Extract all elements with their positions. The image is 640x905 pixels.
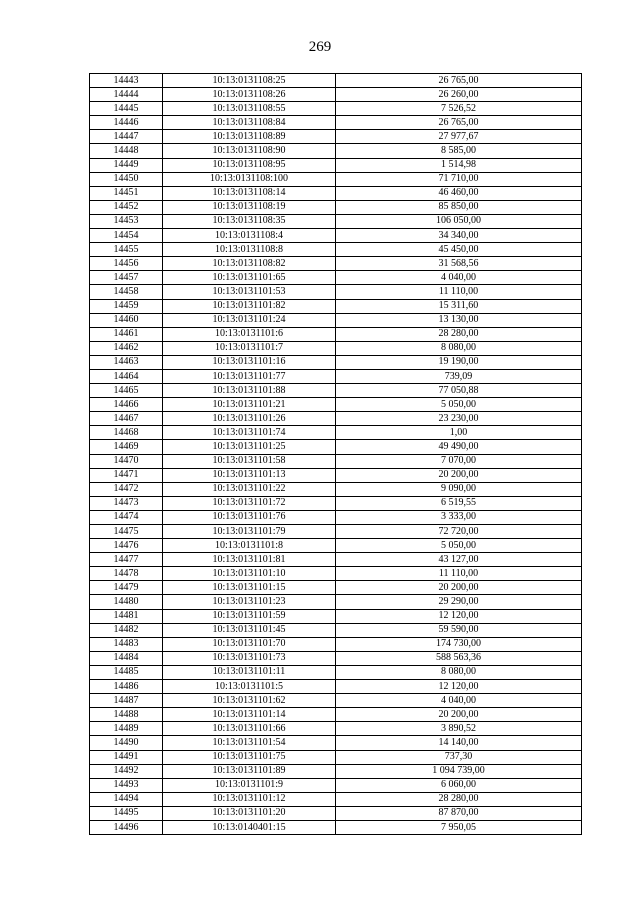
cadastral-number-cell: 10:13:0131101:45	[163, 623, 336, 637]
row-number-cell: 14495	[90, 806, 163, 820]
value-cell: 3 890,52	[336, 722, 582, 736]
value-cell: 11 110,00	[336, 285, 582, 299]
value-cell: 9 090,00	[336, 482, 582, 496]
table-row	[90, 355, 582, 369]
table-row	[90, 553, 582, 567]
row-number-cell: 14474	[90, 510, 163, 524]
row-number-cell: 14490	[90, 736, 163, 750]
value-cell: 739,09	[336, 369, 582, 383]
value-cell: 11 110,00	[336, 567, 582, 581]
cadastral-number-cell: 10:13:0131101:16	[163, 355, 336, 369]
cadastral-number-cell: 10:13:0131101:24	[163, 313, 336, 327]
cadastral-number-cell: 10:13:0131101:6	[163, 327, 336, 341]
row-number-cell: 14487	[90, 694, 163, 708]
row-number-cell: 14469	[90, 440, 163, 454]
cadastral-number-cell: 10:13:0131108:55	[163, 102, 336, 116]
cadastral-number-cell: 10:13:0131101:15	[163, 581, 336, 595]
row-number-cell: 14460	[90, 313, 163, 327]
cadastral-number-cell: 10:13:0131101:66	[163, 722, 336, 736]
cadastral-number-cell: 10:13:0131108:26	[163, 88, 336, 102]
cadastral-number-cell: 10:13:0131101:79	[163, 525, 336, 539]
value-cell: 8 080,00	[336, 341, 582, 355]
table-row	[90, 595, 582, 609]
value-cell: 29 290,00	[336, 595, 582, 609]
value-cell: 71 710,00	[336, 172, 582, 186]
value-cell: 46 460,00	[336, 186, 582, 200]
value-cell: 8 080,00	[336, 665, 582, 679]
cadastral-number-cell: 10:13:0131108:100	[163, 172, 336, 186]
value-cell: 87 870,00	[336, 806, 582, 820]
cadastral-number-cell: 10:13:0131101:20	[163, 806, 336, 820]
value-cell: 6 519,55	[336, 496, 582, 510]
cadastral-number-cell: 10:13:0131101:14	[163, 708, 336, 722]
value-cell: 588 563,36	[336, 651, 582, 665]
table-row	[90, 694, 582, 708]
cadastral-number-cell: 10:13:0131101:7	[163, 341, 336, 355]
table-row	[90, 496, 582, 510]
value-cell: 12 120,00	[336, 609, 582, 623]
table-row	[90, 665, 582, 679]
value-cell: 6 060,00	[336, 778, 582, 792]
row-number-cell: 14458	[90, 285, 163, 299]
cadastral-number-cell: 10:13:0131101:73	[163, 651, 336, 665]
value-cell: 34 340,00	[336, 229, 582, 243]
value-cell: 26 765,00	[336, 74, 582, 88]
row-number-cell: 14470	[90, 454, 163, 468]
cadastral-number-cell: 10:13:0131108:82	[163, 257, 336, 271]
cadastral-number-cell: 10:13:0131101:58	[163, 454, 336, 468]
table-row	[90, 651, 582, 665]
table-row	[90, 637, 582, 651]
value-cell: 4 040,00	[336, 694, 582, 708]
value-cell: 15 311,60	[336, 299, 582, 313]
table-row	[90, 88, 582, 102]
row-number-cell: 14473	[90, 496, 163, 510]
table-row	[90, 567, 582, 581]
row-number-cell: 14459	[90, 299, 163, 313]
value-cell: 59 590,00	[336, 623, 582, 637]
table-row	[90, 412, 582, 426]
table-row	[90, 468, 582, 482]
value-cell: 31 568,56	[336, 257, 582, 271]
table-row	[90, 285, 582, 299]
cadastral-number-cell: 10:13:0131101:26	[163, 412, 336, 426]
row-number-cell: 14482	[90, 623, 163, 637]
cadastral-number-cell: 10:13:0131101:72	[163, 496, 336, 510]
row-number-cell: 14450	[90, 172, 163, 186]
value-cell: 737,30	[336, 750, 582, 764]
table-row	[90, 327, 582, 341]
row-number-cell: 14463	[90, 355, 163, 369]
value-cell: 5 050,00	[336, 398, 582, 412]
table-row	[90, 778, 582, 792]
row-number-cell: 14457	[90, 271, 163, 285]
table-row	[90, 581, 582, 595]
row-number-cell: 14496	[90, 820, 163, 834]
value-cell: 1,00	[336, 426, 582, 440]
row-number-cell: 14452	[90, 200, 163, 214]
table-row	[90, 369, 582, 383]
row-number-cell: 14479	[90, 581, 163, 595]
table-row	[90, 510, 582, 524]
cadastral-number-cell: 10:13:0131108:90	[163, 144, 336, 158]
value-cell: 3 333,00	[336, 510, 582, 524]
table-row	[90, 116, 582, 130]
row-number-cell: 14456	[90, 257, 163, 271]
table-row	[90, 299, 582, 313]
row-number-cell: 14486	[90, 680, 163, 694]
value-cell: 7 950,05	[336, 820, 582, 834]
cadastral-number-cell: 10:13:0131101:23	[163, 595, 336, 609]
row-number-cell: 14449	[90, 158, 163, 172]
table-row	[90, 623, 582, 637]
value-cell: 174 730,00	[336, 637, 582, 651]
value-cell: 5 050,00	[336, 539, 582, 553]
table-row	[90, 539, 582, 553]
row-number-cell: 14444	[90, 88, 163, 102]
table-row	[90, 680, 582, 694]
row-number-cell: 14447	[90, 130, 163, 144]
row-number-cell: 14477	[90, 553, 163, 567]
cadastral-number-cell: 10:13:0131101:70	[163, 637, 336, 651]
value-cell: 49 490,00	[336, 440, 582, 454]
value-cell: 26 260,00	[336, 88, 582, 102]
cadastral-number-cell: 10:13:0131101:81	[163, 553, 336, 567]
cadastral-number-cell: 10:13:0131101:22	[163, 482, 336, 496]
table-row	[90, 736, 582, 750]
table-row	[90, 454, 582, 468]
value-cell: 20 200,00	[336, 581, 582, 595]
row-number-cell: 14445	[90, 102, 163, 116]
table-row	[90, 144, 582, 158]
table-row	[90, 384, 582, 398]
row-number-cell: 14484	[90, 651, 163, 665]
value-cell: 7 070,00	[336, 454, 582, 468]
value-cell: 72 720,00	[336, 525, 582, 539]
value-cell: 23 230,00	[336, 412, 582, 426]
page-number: 269	[308, 39, 332, 55]
table-row	[90, 426, 582, 440]
row-number-cell: 14481	[90, 609, 163, 623]
table-row	[90, 525, 582, 539]
row-number-cell: 14468	[90, 426, 163, 440]
row-number-cell: 14451	[90, 186, 163, 200]
row-number-cell: 14478	[90, 567, 163, 581]
cadastral-number-cell: 10:13:0131101:74	[163, 426, 336, 440]
value-cell: 26 765,00	[336, 116, 582, 130]
row-number-cell: 14443	[90, 74, 163, 88]
cadastral-number-cell: 10:13:0131101:77	[163, 369, 336, 383]
table-row	[90, 130, 582, 144]
row-number-cell: 14448	[90, 144, 163, 158]
row-number-cell: 14492	[90, 764, 163, 778]
cadastral-number-cell: 10:13:0131101:65	[163, 271, 336, 285]
table-row	[90, 482, 582, 496]
cadastral-number-cell: 10:13:0131108:8	[163, 243, 336, 257]
value-cell: 85 850,00	[336, 200, 582, 214]
cadastral-number-cell: 10:13:0131101:8	[163, 539, 336, 553]
cadastral-number-cell: 10:13:0131101:25	[163, 440, 336, 454]
value-cell: 77 050,88	[336, 384, 582, 398]
value-cell: 13 130,00	[336, 313, 582, 327]
table-row	[90, 186, 582, 200]
cadastral-number-cell: 10:13:0131101:82	[163, 299, 336, 313]
cadastral-number-cell: 10:13:0131101:62	[163, 694, 336, 708]
value-cell: 12 120,00	[336, 680, 582, 694]
value-cell: 19 190,00	[336, 355, 582, 369]
row-number-cell: 14465	[90, 384, 163, 398]
cadastral-number-cell: 10:13:0131108:89	[163, 130, 336, 144]
table-row	[90, 764, 582, 778]
table-row	[90, 243, 582, 257]
table-row	[90, 750, 582, 764]
table-row	[90, 158, 582, 172]
row-number-cell: 14472	[90, 482, 163, 496]
cadastral-number-cell: 10:13:0131101:10	[163, 567, 336, 581]
row-number-cell: 14493	[90, 778, 163, 792]
value-cell: 28 280,00	[336, 327, 582, 341]
row-number-cell: 14461	[90, 327, 163, 341]
table-row	[90, 722, 582, 736]
table-row	[90, 806, 582, 820]
table-row	[90, 398, 582, 412]
cadastral-number-cell: 10:13:0131108:19	[163, 200, 336, 214]
cadastral-number-cell: 10:13:0131101:53	[163, 285, 336, 299]
value-cell: 27 977,67	[336, 130, 582, 144]
registry-table-body	[90, 74, 582, 835]
table-row	[90, 708, 582, 722]
table-row	[90, 820, 582, 834]
value-cell: 45 450,00	[336, 243, 582, 257]
table-row	[90, 341, 582, 355]
row-number-cell: 14476	[90, 539, 163, 553]
cadastral-number-cell: 10:13:0140401:15	[163, 820, 336, 834]
cadastral-number-cell: 10:13:0131108:35	[163, 214, 336, 228]
value-cell: 4 040,00	[336, 271, 582, 285]
cadastral-number-cell: 10:13:0131108:14	[163, 186, 336, 200]
cadastral-number-cell: 10:13:0131108:25	[163, 74, 336, 88]
cadastral-number-cell: 10:13:0131108:95	[163, 158, 336, 172]
table-row	[90, 229, 582, 243]
row-number-cell: 14466	[90, 398, 163, 412]
cadastral-number-cell: 10:13:0131101:54	[163, 736, 336, 750]
row-number-cell: 14453	[90, 214, 163, 228]
row-number-cell: 14485	[90, 665, 163, 679]
row-number-cell: 14454	[90, 229, 163, 243]
cadastral-number-cell: 10:13:0131101:76	[163, 510, 336, 524]
row-number-cell: 14494	[90, 792, 163, 806]
table-row	[90, 313, 582, 327]
row-number-cell: 14480	[90, 595, 163, 609]
table-row	[90, 172, 582, 186]
table-row	[90, 214, 582, 228]
cadastral-number-cell: 10:13:0131108:4	[163, 229, 336, 243]
cadastral-number-cell: 10:13:0131101:5	[163, 680, 336, 694]
value-cell: 20 200,00	[336, 708, 582, 722]
row-number-cell: 14475	[90, 525, 163, 539]
row-number-cell: 14467	[90, 412, 163, 426]
value-cell: 28 280,00	[336, 792, 582, 806]
table-row	[90, 257, 582, 271]
table-row	[90, 74, 582, 88]
value-cell: 1 514,98	[336, 158, 582, 172]
cadastral-number-cell: 10:13:0131101:12	[163, 792, 336, 806]
row-number-cell: 14489	[90, 722, 163, 736]
table-row	[90, 271, 582, 285]
row-number-cell: 14488	[90, 708, 163, 722]
cadastral-number-cell: 10:13:0131101:89	[163, 764, 336, 778]
cadastral-number-cell: 10:13:0131101:59	[163, 609, 336, 623]
table-row	[90, 102, 582, 116]
table-row	[90, 440, 582, 454]
table-row	[90, 792, 582, 806]
table-row	[90, 609, 582, 623]
row-number-cell: 14462	[90, 341, 163, 355]
cadastral-number-cell: 10:13:0131101:9	[163, 778, 336, 792]
value-cell: 20 200,00	[336, 468, 582, 482]
table-row	[90, 200, 582, 214]
row-number-cell: 14483	[90, 637, 163, 651]
registry-table	[89, 73, 582, 835]
value-cell: 1 094 739,00	[336, 764, 582, 778]
row-number-cell: 14471	[90, 468, 163, 482]
row-number-cell: 14446	[90, 116, 163, 130]
cadastral-number-cell: 10:13:0131101:13	[163, 468, 336, 482]
row-number-cell: 14455	[90, 243, 163, 257]
value-cell: 14 140,00	[336, 736, 582, 750]
row-number-cell: 14464	[90, 369, 163, 383]
row-number-cell: 14491	[90, 750, 163, 764]
cadastral-number-cell: 10:13:0131101:88	[163, 384, 336, 398]
cadastral-number-cell: 10:13:0131101:75	[163, 750, 336, 764]
value-cell: 7 526,52	[336, 102, 582, 116]
cadastral-number-cell: 10:13:0131101:21	[163, 398, 336, 412]
value-cell: 43 127,00	[336, 553, 582, 567]
cadastral-number-cell: 10:13:0131108:84	[163, 116, 336, 130]
value-cell: 106 050,00	[336, 214, 582, 228]
value-cell: 8 585,00	[336, 144, 582, 158]
cadastral-number-cell: 10:13:0131101:11	[163, 665, 336, 679]
